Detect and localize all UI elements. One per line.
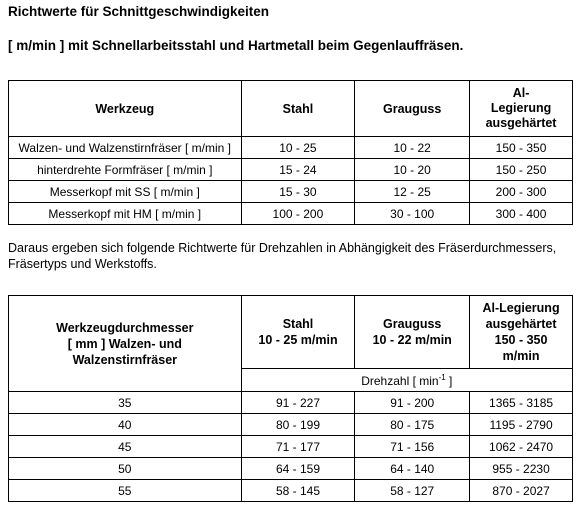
drehzahl-unit-label: Drehzahl [ $\min^{-1}$ ]	[241, 369, 572, 392]
table-cell: 1365 - 3185	[470, 392, 573, 414]
header-stahl: Stahl	[241, 81, 355, 137]
table-cell: 35	[9, 392, 242, 414]
table-row	[9, 392, 573, 414]
table-cell: 10 - 25	[241, 137, 355, 159]
table-row	[9, 137, 573, 159]
table-cell: 80 - 199	[241, 414, 355, 436]
table-cell: 91 - 227	[241, 392, 355, 414]
table-cell: 71 - 156	[355, 436, 470, 458]
table-header-row	[9, 296, 573, 369]
header-werkzeugdurchmesser: Werkzeugdurchmesser [ mm ] Walzen- und Walzenstirnfräser	[9, 296, 242, 392]
table-row	[9, 181, 573, 203]
table-row	[9, 414, 573, 436]
cutting-speed-table	[8, 80, 573, 225]
table-cell: 12 - 25	[355, 181, 470, 203]
table-cell: 300 - 400	[470, 203, 573, 225]
header-grauguss: Grauguss 10 - 22 m/min	[355, 296, 470, 369]
table-cell: 200 - 300	[470, 181, 573, 203]
table-cell: 150 - 250	[470, 159, 573, 181]
header-al-legierung: Al-Legierung ausgehärtet 150 - 350 m/min	[470, 296, 573, 369]
table-cell: 55	[9, 480, 242, 502]
table-cell: 1195 - 2790	[470, 414, 573, 436]
header-werkzeug: Werkzeug	[9, 81, 242, 137]
table-cell: 45	[9, 436, 242, 458]
table-cell: 71 - 177	[241, 436, 355, 458]
table-cell: 10 - 20	[355, 159, 470, 181]
header-grauguss: Grauguss	[355, 81, 470, 137]
table-row	[9, 458, 573, 480]
header-al-legierung: Al- Legierung ausgehärtet	[470, 81, 573, 137]
page-subtitle: [ m/min ] mit Schnellarbeitsstahl und Hartmetall beim Gegenlauffräsen.	[8, 38, 464, 53]
table-cell: 58 - 145	[241, 480, 355, 502]
table-cell: 91 - 200	[355, 392, 470, 414]
table-cell: Walzen- und Walzenstirnfräser [ m/min ]	[9, 137, 242, 159]
table-cell: 30 - 100	[355, 203, 470, 225]
table-cell: 80 - 175	[355, 414, 470, 436]
table-row	[9, 159, 573, 181]
table-row	[9, 203, 573, 225]
table-cell: 40	[9, 414, 242, 436]
table-header-row	[9, 81, 573, 137]
table-cell: 15 - 24	[241, 159, 355, 181]
header-stahl: Stahl 10 - 25 m/min	[241, 296, 355, 369]
table-row	[9, 436, 573, 458]
table-cell: hinterdrehte Formfräser [ m/min ]	[9, 159, 242, 181]
table-cell: 870 - 2027	[470, 480, 573, 502]
table-cell: 50	[9, 458, 242, 480]
table-cell: 15 - 30	[241, 181, 355, 203]
table-cell: 64 - 140	[355, 458, 470, 480]
intro-paragraph: Daraus ergeben sich folgende Richtwerte für Drehzahlen in Abhängigkeit des Fräserdurchmessers, Fräsertyps und Werkstoffs.	[8, 241, 557, 271]
table-cell: Messerkopf mit SS [ m/min ]	[9, 181, 242, 203]
table-cell: Messerkopf mit HM [ m/min ]	[9, 203, 242, 225]
table-cell: 1062 - 2470	[470, 436, 573, 458]
table-cell: 150 - 350	[470, 137, 573, 159]
table-cell: 10 - 22	[355, 137, 470, 159]
table-cell: 58 - 127	[355, 480, 470, 502]
table-row	[9, 480, 573, 502]
table-cell: 64 - 159	[241, 458, 355, 480]
table-cell: 955 - 2230	[470, 458, 573, 480]
table-cell: 100 - 200	[241, 203, 355, 225]
spindle-speed-table	[8, 295, 573, 502]
page-title: Richtwerte für Schnittgeschwindigkeiten	[8, 4, 270, 19]
